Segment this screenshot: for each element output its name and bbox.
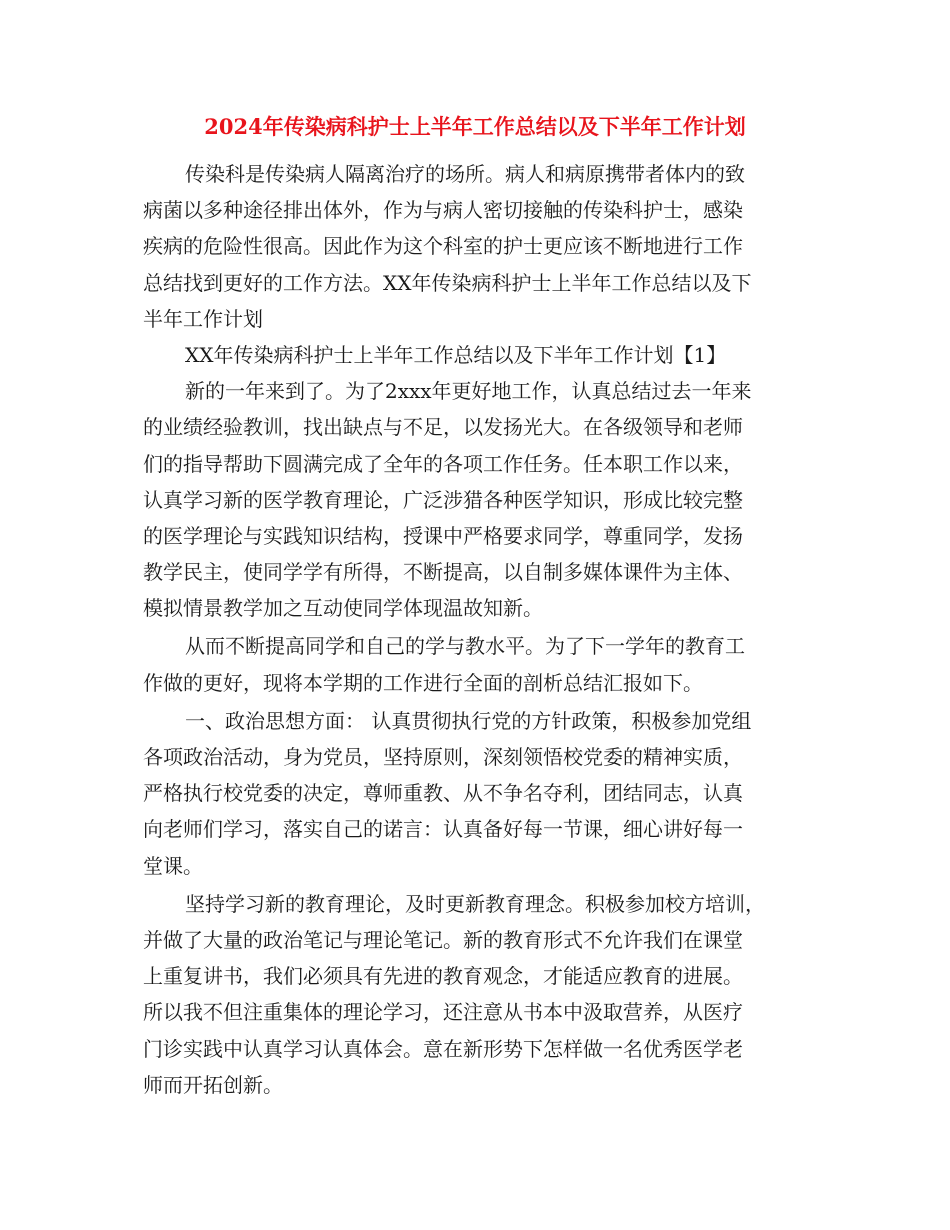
paragraph-line: 门诊实践中认真学习认真体会。意在新形势下怎样做一名优秀医学老 — [143, 1036, 743, 1061]
document-body — [143, 156, 808, 1103]
paragraph-line: 并做了大量的政治笔记与理论笔记。新的教育形式不允许我们在课堂 — [143, 927, 743, 952]
paragraph-line: 所以我不但注重集体的理论学习，还注意从书本中汲取营养，从医疗 — [143, 1000, 743, 1025]
paragraph-line: 各项政治活动，身为党员，坚持原则，深刻领悟校党委的精神实质， — [143, 745, 743, 769]
paragraph-line: 认真学习新的医学教育理论，广泛涉猎各种医学知识，形成比较完整 — [143, 487, 743, 512]
paragraph-line: 新的一年来到了。为了2xxx年更好地工作，认真总结过去一年来 — [185, 379, 752, 404]
section-heading: XX年传染病科护士上半年工作总结以及下半年工作计划【1】 — [185, 342, 727, 367]
paragraph-line: 半年工作计划 — [143, 306, 263, 331]
paragraph-line: 严格执行校党委的决定，尊师重教、从不争名夺利，团结同志，认真 — [143, 781, 743, 806]
paragraph-line: 的医学理论与实践知识结构，授课中严格要求同学，尊重同学，发扬 — [143, 523, 743, 548]
paragraph-line: 上重复讲书，我们必须具有先进的教育观念，才能适应教育的进展。 — [143, 964, 743, 989]
paragraph-line: 坚持学习新的教育理论，及时更新教育理念。积极参加校方培训， — [185, 891, 765, 916]
paragraph-line: 疾病的危险性很高。因此作为这个科室的护士更应该不断地进行工作 — [143, 234, 743, 259]
paragraph-line: 教学民主，使同学学有所得，不断提高，以自制多媒体课件为主体、 — [143, 560, 743, 585]
paragraph-line: 的业绩经验教训，找出缺点与不足，以发扬光大。在各级领导和老师 — [143, 415, 743, 440]
paragraph-line: 向老师们学习，落实自己的诺言：认真备好每一节课，细心讲好每一 — [143, 817, 743, 842]
paragraph-line: 们的指导帮助下圆满完成了全年的各项工作任务。任本职工作以来， — [143, 451, 743, 476]
paragraph-line: 模拟情景教学加之互动使同学体现温故知新。 — [143, 596, 543, 621]
paragraph-line: 病菌以多种途径排出体外，作为与病人密切接触的传染科护士，感染 — [143, 198, 743, 223]
paragraph-line: 传染科是传染病人隔离治疗的场所。病人和病原携带者体内的致 — [185, 162, 745, 186]
paragraph-line: 堂课。 — [143, 853, 203, 878]
paragraph-line: 一、政治思想方面： 认真贯彻执行党的方针政策，积极参加党组 — [185, 708, 752, 733]
paragraph-line: 师而开拓创新。 — [143, 1072, 283, 1097]
document-title: 2024年传染病科护士上半年工作总结以及下半年工作计划 — [204, 114, 746, 139]
paragraph-line: 作做的更好，现将本学期的工作进行全面的剖析总结汇报如下。 — [143, 670, 703, 695]
paragraph-line: 从而不断提高同学和自己的学与教水平。为了下一学年的教育工 — [185, 634, 745, 659]
paragraph-line: 总结找到更好的工作方法。XX年传染病科护士上半年工作总结以及下 — [143, 270, 752, 295]
